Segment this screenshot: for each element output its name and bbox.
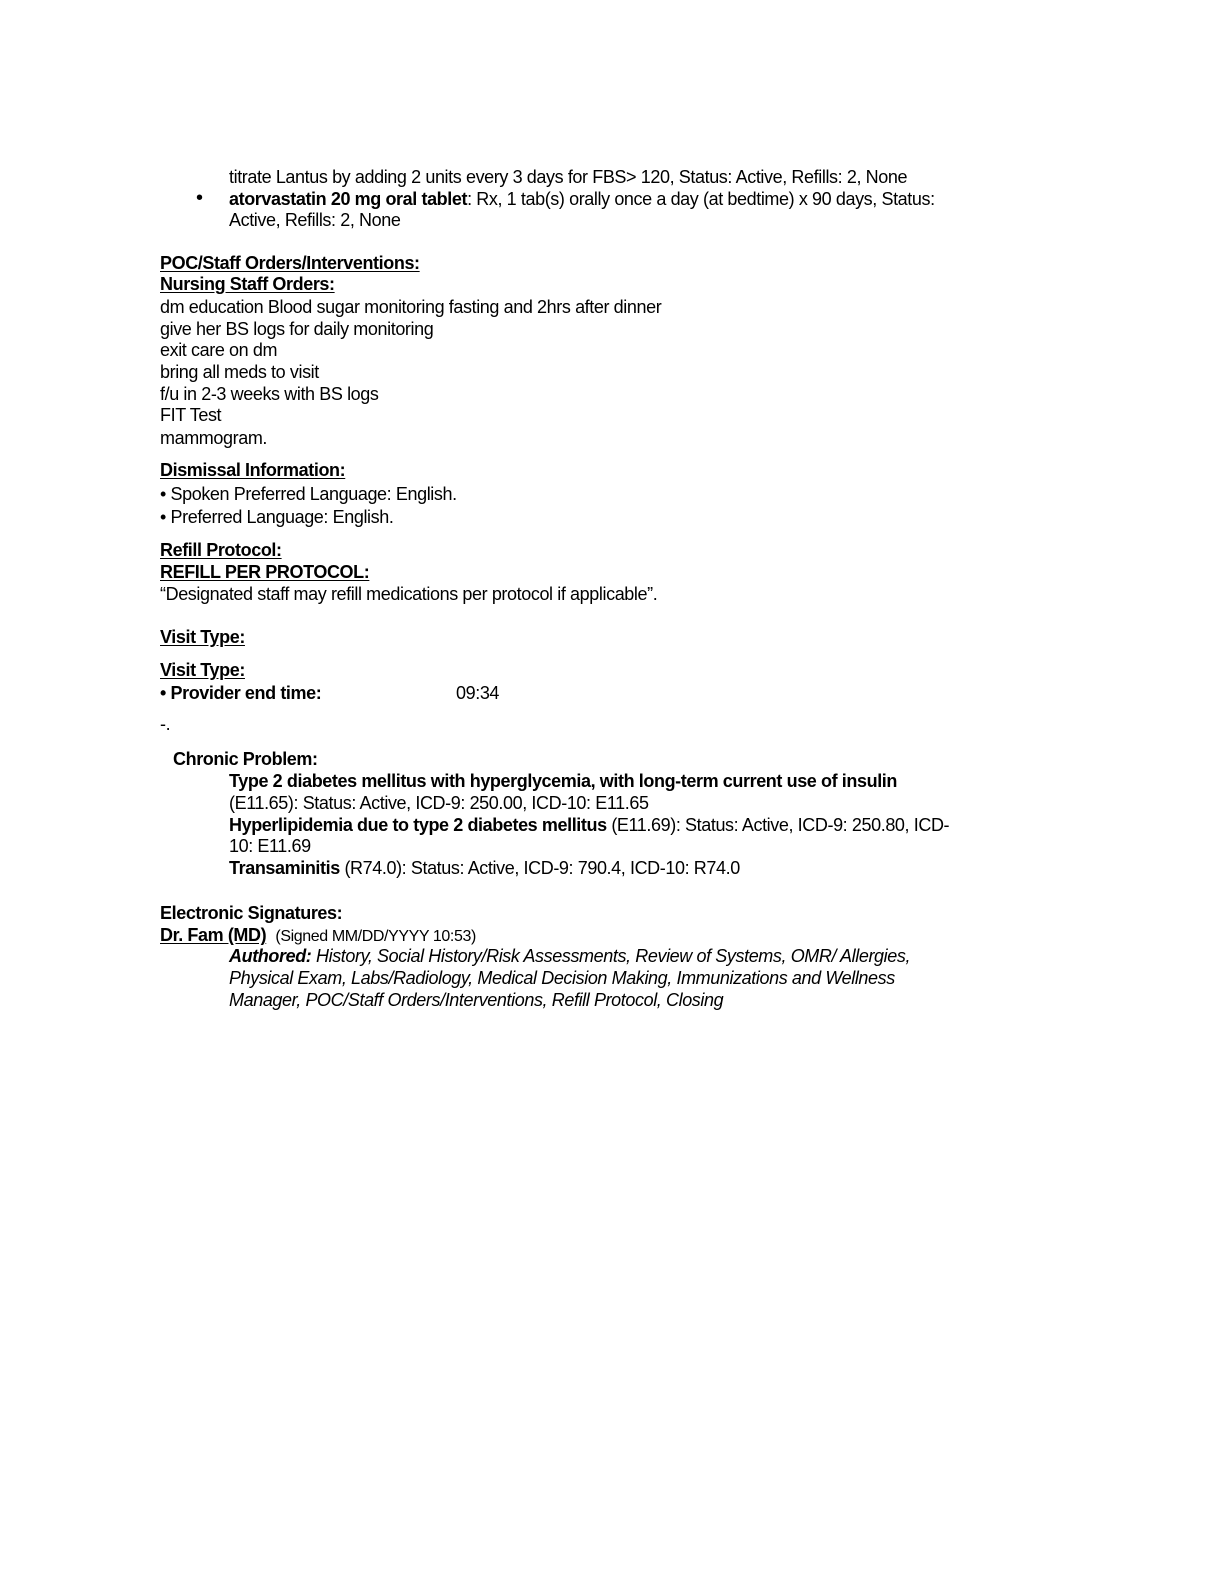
nursing-order-item: bring all meds to visit <box>160 362 319 382</box>
chronic-problem-heading: Chronic Problem: <box>173 749 318 769</box>
nursing-orders-heading: Nursing Staff Orders: <box>160 274 335 294</box>
atorvastatin-name: atorvastatin 20 mg oral tablet <box>229 189 468 209</box>
dismissal-heading: Dismissal Information: <box>160 460 346 480</box>
dismissal-item: • Spoken Preferred Language: English. <box>160 484 457 504</box>
diabetes-problem-name: Type 2 diabetes mellitus with hyperglycemia, with long-term current use of insulin <box>229 771 898 791</box>
nursing-order-item: FIT Test <box>160 405 222 425</box>
atorvastatin-line <box>229 188 935 210</box>
signer-name: Dr. Fam (MD) <box>160 925 267 945</box>
refill-text: “Designated staff may refill medications per protocol if applicable”. <box>160 584 658 604</box>
visit-type-heading-2: Visit Type: <box>160 660 245 680</box>
nursing-order-item: mammogram. <box>160 428 268 448</box>
transaminitis-line <box>229 857 740 879</box>
diabetes-problem-detail: (E11.65): Status: Active, ICD-9: 250.00, ICD-10: E11.65 <box>229 793 649 813</box>
transaminitis-problem-detail: (R74.0): Status: Active, ICD-9: 790.4, ICD-10: R74.0 <box>339 858 740 878</box>
hyperlipidemia-line <box>229 814 949 836</box>
authored-label: Authored: <box>229 946 312 966</box>
provider-end-time-label: • Provider end time: <box>160 683 322 703</box>
refill-heading: Refill Protocol: <box>160 540 282 560</box>
refill-subheading: REFILL PER PROTOCOL: <box>160 562 370 582</box>
authored-sections: History, Social History/Risk Assessments, Review of Systems, OMR/ Allergies, <box>311 946 911 966</box>
hyperlipidemia-detail-cont: 10: E11.69 <box>229 836 311 856</box>
separator-mark: -. <box>160 714 171 734</box>
dismissal-item: • Preferred Language: English. <box>160 507 394 527</box>
authored-line-2: Physical Exam, Labs/Radiology, Medical Decision Making, Immunizations and Wellness <box>229 968 895 988</box>
authored-line-1 <box>229 945 910 967</box>
signed-timestamp: (Signed MM/DD/YYYY 10:53) <box>275 928 476 945</box>
transaminitis-problem-name: Transaminitis <box>229 858 340 878</box>
signatures-heading: Electronic Signatures: <box>160 903 343 923</box>
atorvastatin-detail: : Rx, 1 tab(s) orally once a day (at bedtime) x 90 days, Status: <box>467 189 935 209</box>
visit-type-heading: Visit Type: <box>160 627 245 647</box>
lantus-instructions: titrate Lantus by adding 2 units every 3 days for FBS> 120, Status: Active, Refills: 2, None <box>229 167 908 187</box>
nursing-order-item: exit care on dm <box>160 340 278 360</box>
nursing-order-item: give her BS logs for daily monitoring <box>160 319 434 339</box>
atorvastatin-bullet: • <box>196 187 203 209</box>
poc-heading: POC/Staff Orders/Interventions: <box>160 253 420 273</box>
hyperlipidemia-problem-name: Hyperlipidemia due to type 2 diabetes mellitus <box>229 815 607 835</box>
nursing-order-item: dm education Blood sugar monitoring fasting and 2hrs after dinner <box>160 297 662 317</box>
atorvastatin-detail-cont: Active, Refills: 2, None <box>229 210 401 230</box>
nursing-order-item: f/u in 2-3 weeks with BS logs <box>160 384 379 404</box>
authored-line-3: Manager, POC/Staff Orders/Interventions, Refill Protocol, Closing <box>229 990 724 1010</box>
hyperlipidemia-problem-detail: (E11.69): Status: Active, ICD-9: 250.80, ICD- <box>606 815 950 835</box>
provider-end-time-value: 09:34 <box>456 683 500 703</box>
